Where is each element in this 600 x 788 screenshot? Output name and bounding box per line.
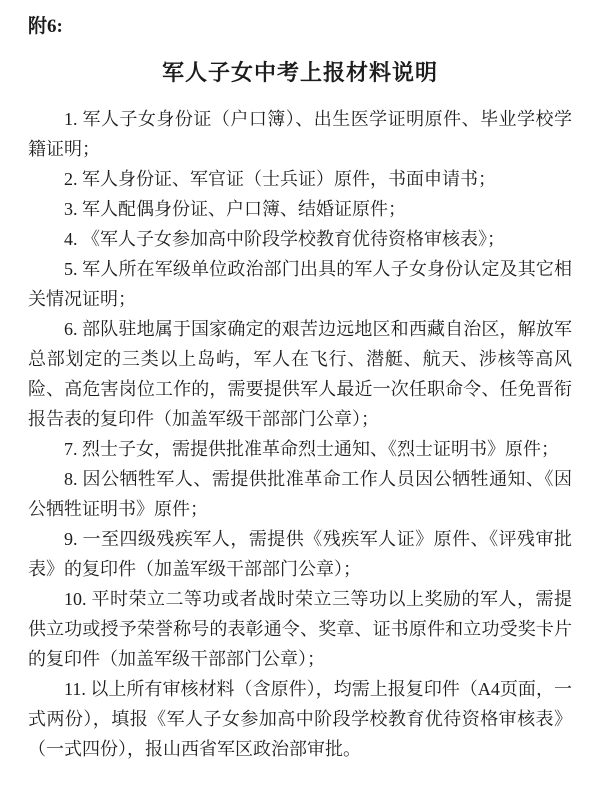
list-item-2: 2. 军人身份证、军官证（士兵证）原件，书面申请书； bbox=[64, 169, 496, 189]
attachment-label: 附6: bbox=[28, 16, 63, 37]
document-body bbox=[28, 104, 572, 764]
list-item-1: 1. 军人子女身份证（户口簿）、出生医学证明原件、毕业学校学籍证明； bbox=[28, 109, 572, 159]
list-item-3: 3. 军人配偶身份证、户口簿、结婚证原件； bbox=[64, 199, 406, 219]
list-item-6: 6. 部队驻地属于国家确定的艰苦边远地区和西藏自治区，解放军总部划定的三类以上岛屿，军人在飞行、潜艇、航天、涉核等高风险、高危害岗位工作的，需要提供军人最近一次任职命令、任免晋衔报告表的复印件（加盖军级干部部门公章）； bbox=[28, 319, 572, 429]
page-title: 军人子女中考上报材料说明 bbox=[161, 60, 438, 85]
list-item-4: 4. 《军人子女参加高中阶段学校教育优待资格审核表》； bbox=[64, 229, 505, 249]
list-item-7: 7. 烈士子女，需提供批准革命烈士通知、《烈士证明书》原件； bbox=[64, 439, 559, 459]
list-item-8: 8. 因公牺牲军人、需提供批准革命工作人员因公牺牲通知、《因公牺牲证明书》原件； bbox=[28, 469, 572, 519]
list-item-5: 5. 军人所在军级单位政治部门出具的军人子女身份认定及其它相关情况证明； bbox=[28, 259, 572, 309]
list-item-11: 11. 以上所有审核材料（含原件），均需上报复印件（A4页面，一式两份），填报《军人子女参加高中阶段学校教育优待资格审核表》（一式四份），报山西省军区政治部审批。 bbox=[28, 679, 572, 759]
list-item-10: 10. 平时荣立二等功或者战时荣立三等功以上奖励的军人，需提供立功或授予荣誉称号的表彰通令、奖章、证书原件和立功受奖卡片的复印件（加盖军级干部部门公章）； bbox=[28, 589, 572, 669]
list-item-9: 9. 一至四级残疾军人，需提供《残疾军人证》原件、《评残审批表》的复印件（加盖军级干部部门公章）； bbox=[28, 529, 572, 579]
